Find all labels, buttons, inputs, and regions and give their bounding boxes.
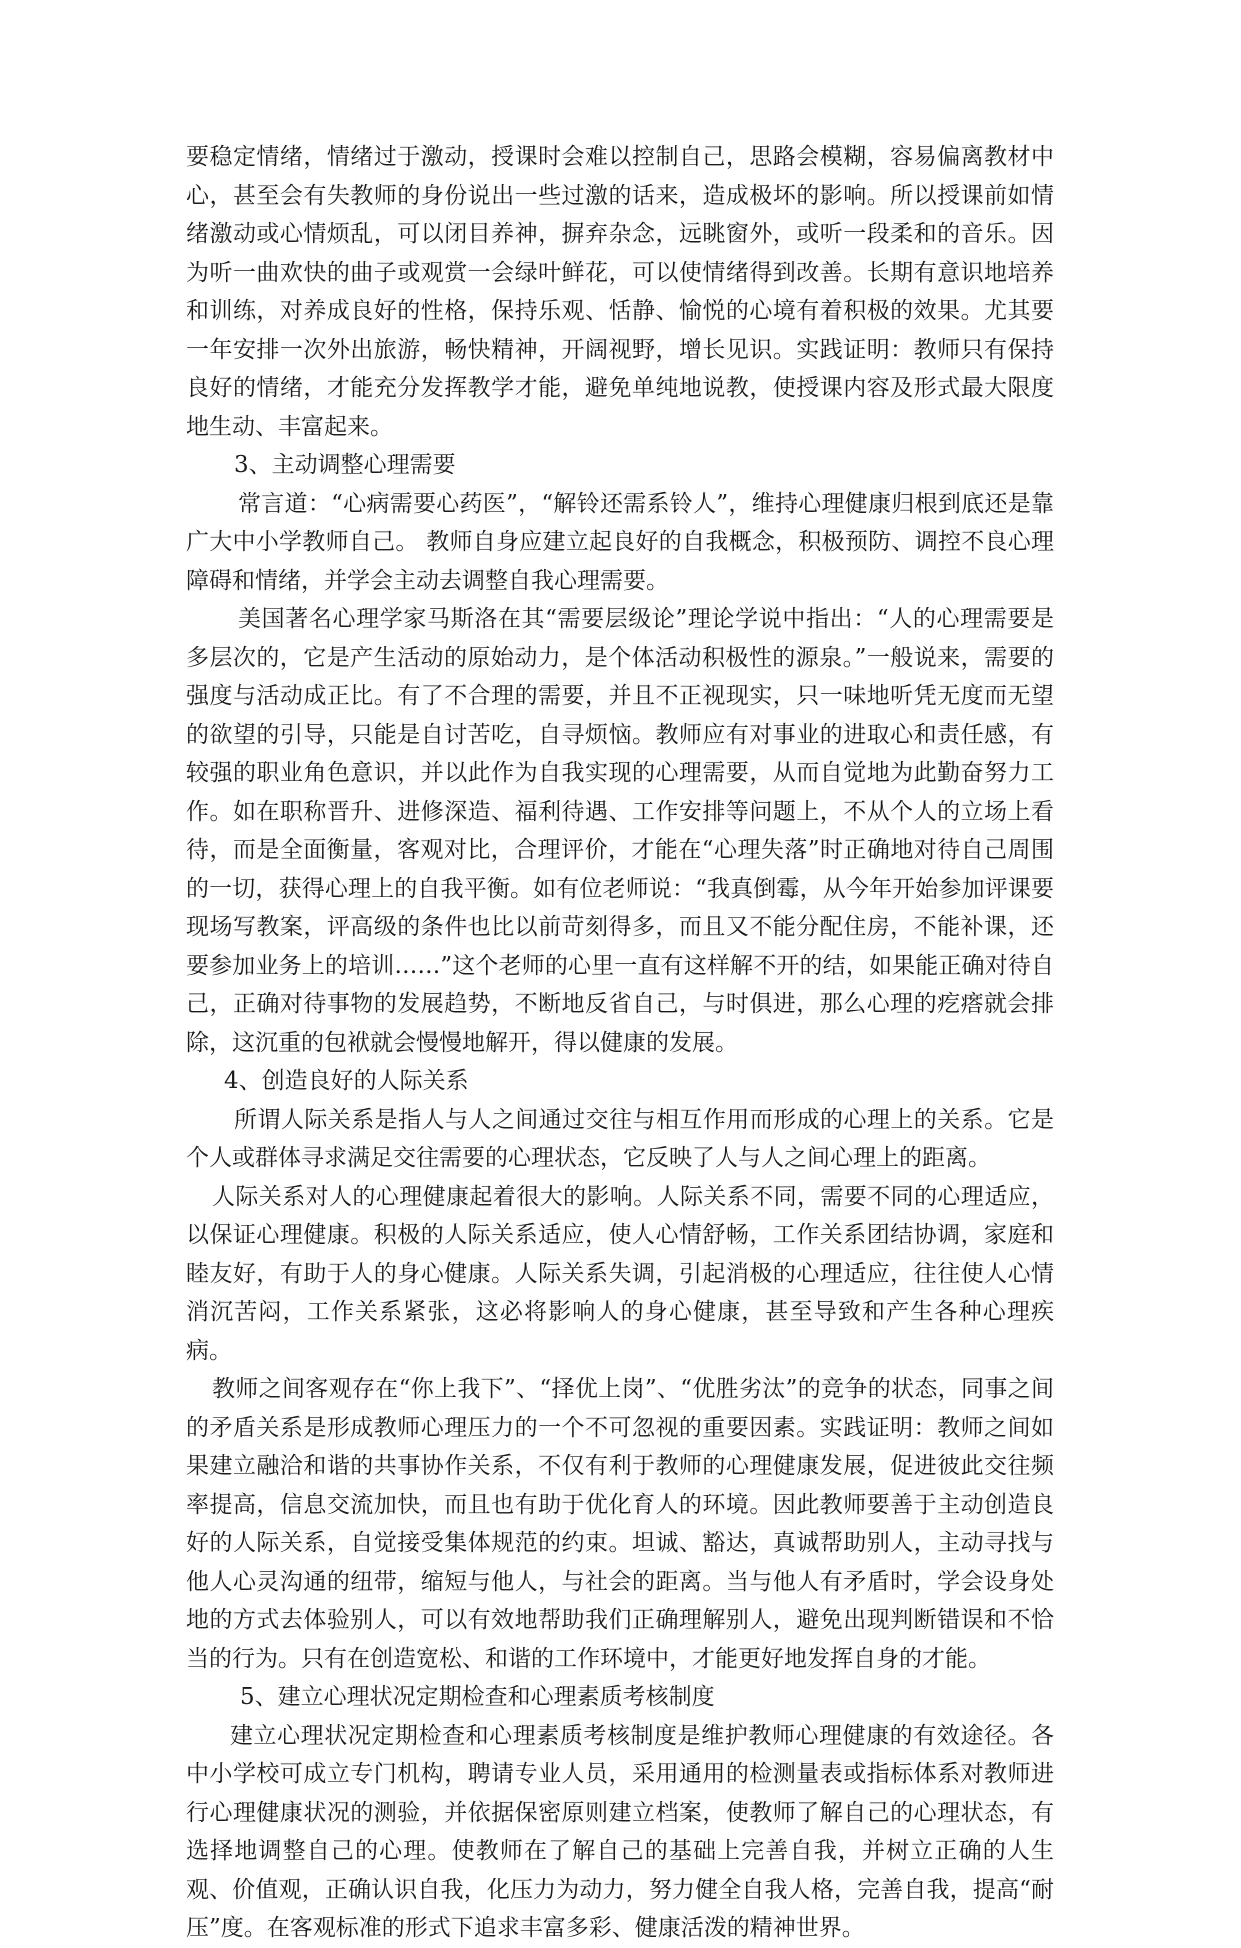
section-heading-3: 3、主动调整心理需要 <box>234 452 456 478</box>
paragraph-emotional-stability: 要稳定情绪，情绪过于激动，授课时会难以控制自己，思路会模糊，容易偏离教材中心，甚至会有失教师的身份说出一些过激的话来，造成极坏的影响。所以授课前如情绪激动或心情烦乱，可以闭目养神，摒弃杂念，远眺窗外，或听一段柔和的音乐。因为听一曲欢快的曲子或观赏一会绿叶鲜花，可以使情绪得到改善。长期有意识地培养和训练，对养成良好的性格，保持乐观、恬静、愉悦的心境有着积极的效果。尤其要一年安排一次外出旅游，畅快精神，开阔视野，增长见识。实践证明：教师只有保持良好的情绪，才能充分发挥教学才能，避免单纯地说教，使授课内容及形式最大限度地生动、丰富起来。 <box>186 144 1054 440</box>
paragraph-maslow: 美国著名心理学家马斯洛在其“需要层级论”理论学说中指出：“人的心理需要是多层次的，它是产生活动的原始动力，是个体活动积极性的源泉。”一般说来，需要的强度与活动成正比。有了不合理的需要，并且不正视现实，只一味地听凭无度而无望的欲望的引导，只能是自讨苦吃，自寻烦恼。教师应有对事业的进取心和责任感，有较强的职业角色意识，并以此作为自我实现的心理需要，从而自觉地为此勤奋努力工作。如在职称晋升、进修深造、福利待遇、工作安排等问题上，不从个人的立场上看待，而是全面衡量，客观对比，合理评价，才能在“心理失落”时正确地对待自己周围的一切，获得心理上的自我平衡。如有位老师说：“我真倒霉，从今年开始参加评课要现场写教案，评高级的条件也比以前苛刻得多，而且又不能分配住房，不能补课，还要参加业务上的培训……”这个老师的心里一直有这样解不开的结，如果能正确对待自己，正确对待事物的发展趋势，不断地反省自己，与时俱进，那么心理的疙瘩就会排除，这沉重的包袱就会慢慢地解开，得以健康的发展。 <box>186 606 1054 1056</box>
paragraph-relationship-definition: 所谓人际关系是指人与人之间通过交往与相互作用而形成的心理上的关系。它是个人或群体寻求满足交往需要的心理状态，它反映了人与人之间心理上的距离。 <box>186 1106 1054 1171</box>
paragraph-proverb: 常言道：“心病需要心药医”，“解铃还需系铃人”，维持心理健康归根到底还是靠广大中小学教师自己。 教师自身应建立起良好的自我概念，积极预防、调控不良心理障碍和情绪，并学会主动去调整自我心理需要。 <box>186 490 1054 594</box>
document-page <box>186 138 1054 1948</box>
section-heading-4: 4、创造良好的人际关系 <box>224 1068 469 1094</box>
paragraph-relationship-influence: 人际关系对人的心理健康起着很大的影响。人际关系不同，需要不同的心理适应，以保证心理健康。积极的人际关系适应，使人心情舒畅，工作关系团结协调，家庭和睦友好，有助于人的身心健康。人际关系失调，引起消极的心理适应，往往使人心情消沉苦闷，工作关系紧张，这必将影响人的身心健康，甚至导致和产生各种心理疾病。 <box>186 1183 1054 1364</box>
paragraph-assessment-system: 建立心理状况定期检查和心理素质考核制度是维护教师心理健康的有效途径。各中小学校可成立专门机构，聘请专业人员，采用通用的检测量表或指标体系对教师进行心理健康状况的测验，并依据保密原则建立档案，使教师了解自己的心理状态，有选择地调整自己的心理。使教师在了解自己的基础上完善自我，并树立正确的人生观、价值观，正确认识自我，化压力为动力，努力健全自我人格，完善自我，提高“耐压”度。在客观标准的形式下追求丰富多彩、健康活泼的精神世界。 <box>186 1722 1054 1941</box>
section-heading-5: 5、建立心理状况定期检查和心理素质考核制度 <box>240 1684 715 1710</box>
paragraph-teacher-relations: 教师之间客观存在“你上我下”、“择优上岗”、“优胜劣汰”的竞争的状态，同事之间的矛盾关系是形成教师心理压力的一个不可忽视的重要因素。实践证明：教师之间如果建立融洽和谐的共事协作关系，不仅有利于教师的心理健康发展，促进彼此交往频率提高，信息交流加快，而且也有助于优化育人的环境。因此教师要善于主动创造良好的人际关系，自觉接受集体规范的约束。坦诚、豁达，真诚帮助别人，主动寻找与他人心灵沟通的纽带，缩短与他人，与社会的距离。当与他人有矛盾时，学会设身处地的方式去体验别人，可以有效地帮助我们正确理解别人，避免出现判断错误和不恰当的行为。只有在创造宽松、和谐的工作环境中，才能更好地发挥自身的才能。 <box>186 1376 1054 1672</box>
